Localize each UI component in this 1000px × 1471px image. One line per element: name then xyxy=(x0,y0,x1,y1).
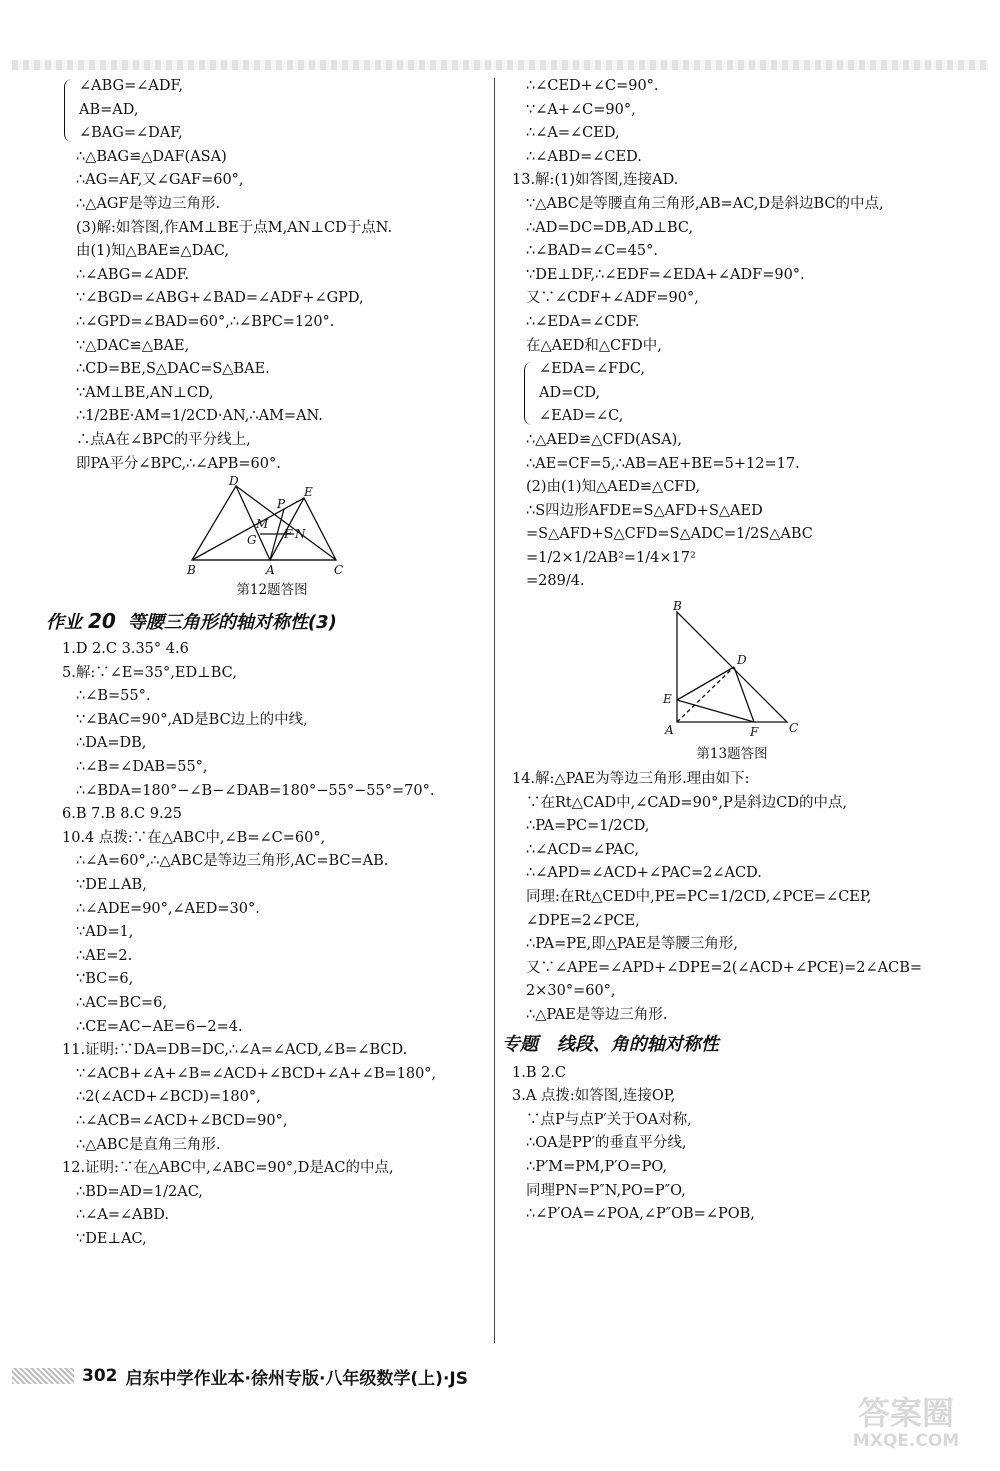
text-line: ∴∠A=∠ABD. xyxy=(76,1207,169,1224)
text-line: ∴∠B=55°. xyxy=(76,688,151,705)
text-line: ∴△AED≌△CFD(ASA), xyxy=(526,431,682,448)
condition-brace xyxy=(62,75,482,146)
fig12-label: B xyxy=(187,563,196,577)
text-line: ∴∠ABG=∠ADF. xyxy=(76,266,190,283)
text-line: ∵∠BGD=∠ABG+∠BAD=∠ADF+∠GPD, xyxy=(76,290,364,307)
fig12-label: N xyxy=(295,527,306,542)
section-title: 线段、角的轴对称性 xyxy=(556,1033,719,1055)
text-line: 在△AED和△CFD中, xyxy=(526,337,662,354)
figure-caption: 第12题答图 xyxy=(236,582,308,599)
text-line: ∴S四边形AFDE=S△AFD+S△AED xyxy=(526,502,763,519)
fig12-label: M xyxy=(256,517,269,532)
text-line: ∵AD=1, xyxy=(76,924,134,941)
text-line: 1.D 2.C 3.35° 4.6 xyxy=(62,641,189,658)
fig13-label: A xyxy=(665,723,674,738)
text-line: ∴PA=PC=1/2CD, xyxy=(526,818,650,835)
text-line: =S△AFD+S△CFD=S△ADC=1/2S△ABC xyxy=(526,526,813,543)
text-line: ∴∠APD=∠ACD+∠PAC=2∠ACD. xyxy=(526,865,762,882)
text-line: ∴∠B=∠DAB=55°, xyxy=(76,759,208,776)
text-line: ∴∠CED+∠C=90°. xyxy=(526,78,659,94)
left-column xyxy=(46,75,482,1252)
text-line: ∵AM⊥BE,AN⊥CD, xyxy=(76,384,214,401)
text-line: ∠ABG=∠ADF, xyxy=(79,78,183,94)
text-line: 由(1)知△BAE≌△DAC, xyxy=(76,243,229,260)
fig12-label: P xyxy=(277,497,286,512)
text-line: 14.解:△PAE为等边三角形.理由如下: xyxy=(512,771,750,788)
text-line: 1.B 2.C xyxy=(512,1064,567,1081)
text-line: AD=CD, xyxy=(539,384,601,401)
text-line: ∵△DAC≌△BAE, xyxy=(76,337,190,354)
section-number: 20 xyxy=(88,609,116,634)
text-line: ∴∠ABD=∠CED. xyxy=(526,148,642,165)
text-line: 又∵∠APE=∠APD+∠DPE=2(∠ACD+∠PCE)=2∠ACB= xyxy=(526,959,923,976)
section-prefix: 专题 xyxy=(502,1033,538,1055)
section-prefix: 作业 xyxy=(46,612,82,634)
text-line: ∠BAG=∠DAF, xyxy=(79,125,183,142)
text-line: ∴PA=PE,即△PAE是等腰三角形, xyxy=(526,936,738,953)
text-line: 同理:在Rt△CED中,PE=PC=1/2CD,∠PCE=∠CEP, xyxy=(526,889,872,906)
text-line: ∵DE⊥AC, xyxy=(76,1230,147,1247)
fig13-label: B xyxy=(673,600,682,614)
fig13-label: E xyxy=(663,692,672,707)
text-line: ∠DPE=2∠PCE, xyxy=(526,912,640,929)
text-line: (2)由(1)知△AED≌△CFD, xyxy=(526,479,701,496)
fig12-label: F xyxy=(284,527,293,542)
text-line: ∴AD=DC=DB,AD⊥BC, xyxy=(526,219,694,236)
text-line: ∴∠A=∠CED, xyxy=(526,125,620,142)
text-line: ∵∠BAC=90°,AD是BC边上的中线, xyxy=(76,711,308,728)
text-line: 11.证明:∵DA=DB=DC,∴∠A=∠ACD,∠B=∠BCD. xyxy=(62,1042,408,1059)
fig12-label: G xyxy=(247,533,257,548)
text-line: ∴OA是PP′的垂直平分线, xyxy=(526,1135,687,1152)
section-heading xyxy=(502,1028,952,1062)
text-line: ∵点P与点P′关于OA对称, xyxy=(526,1111,692,1128)
text-line: ∴∠P′OA=∠POA,∠P″OB=∠POB, xyxy=(526,1206,755,1223)
text-line: 12.证明:∵在△ABC中,∠ABC=90°,D是AC的中点, xyxy=(62,1160,394,1177)
page-number: 302 xyxy=(82,1366,118,1386)
book-title: 启东中学作业本·徐州专版·八年级数学(上)·JS xyxy=(125,1368,468,1389)
text-line: ∴BD=AD=1/2AC, xyxy=(76,1183,203,1200)
text-line: ∴CE=AC−AE=6−2=4. xyxy=(76,1018,243,1035)
top-scan-band xyxy=(12,60,988,70)
text-line: =1/2×1/2AB²=1/4×17² xyxy=(526,549,696,566)
footer-pattern xyxy=(12,1368,74,1384)
text-line: =289/4. xyxy=(526,573,585,590)
text-line: ∴∠ADE=90°,∠AED=30°. xyxy=(76,900,260,917)
text-line: ∴P′M=PM,P′O=PO, xyxy=(526,1158,667,1175)
text-line: ∴△AGF是等边三角形. xyxy=(76,195,221,212)
text-line: ∵∠A+∠C=90°, xyxy=(526,101,636,118)
text-line: ∵△ABC是等腰直角三角形,AB=AC,D是斜边BC的中点, xyxy=(526,195,884,212)
fig12-label: A xyxy=(266,563,275,577)
text-line: ∴DA=DB, xyxy=(76,735,147,752)
text-line: ∵∠ACB+∠A+∠B=∠ACD+∠BCD+∠A+∠B=180°, xyxy=(76,1065,437,1082)
text-line: ∴AE=CF=5,∴AB=AE+BE=5+12=17. xyxy=(526,455,800,472)
fig13-label: F xyxy=(750,725,759,740)
text-line: ∴AE=2. xyxy=(76,947,133,964)
text-line: ∴∠ACB=∠ACD+∠BCD=90°, xyxy=(76,1112,288,1129)
text-line: ∴△BAG≌△DAF(ASA) xyxy=(76,148,227,165)
text-line: (3)解:如答图,作AM⊥BE于点M,AN⊥CD于点N. xyxy=(76,219,393,236)
text-line: ∵BC=6, xyxy=(76,971,134,988)
text-line: 即PA平分∠BPC,∴∠APB=60°. xyxy=(76,455,281,472)
right-column xyxy=(502,75,952,1227)
fig12-label: E xyxy=(304,485,313,500)
text-line: ∴AG=AF,又∠GAF=60°, xyxy=(76,172,244,189)
text-line: ∴1/2BE·AM=1/2CD·AN,∴AM=AN. xyxy=(76,408,323,425)
text-line: 又∵∠CDF+∠ADF=90°, xyxy=(526,290,699,307)
text-line: 13.解:(1)如答图,连接AD. xyxy=(512,172,679,189)
watermark-line: MXQE.COM xyxy=(852,1431,960,1451)
text-line: ∴∠BAD=∠C=45°. xyxy=(526,243,658,260)
text-line: 2×30°=60°, xyxy=(526,983,616,1000)
text-line: AB=AD, xyxy=(79,101,139,118)
condition-brace xyxy=(512,358,952,429)
text-line: 同理PN=P″N,PO=P″O, xyxy=(526,1182,686,1199)
text-line: 6.B 7.B 8.C 9.25 xyxy=(62,806,183,823)
section-heading xyxy=(46,604,482,638)
text-line: ∴∠ACD=∠PAC, xyxy=(526,841,639,858)
text-line: ∴∠EDA=∠CDF. xyxy=(526,313,640,330)
text-line: ∴△PAE是等边三角形. xyxy=(526,1007,668,1023)
fig12-label: D xyxy=(229,476,239,489)
fig13-label: C xyxy=(789,721,799,736)
column-divider xyxy=(494,78,495,1343)
figure-caption: 第13题答图 xyxy=(696,746,768,763)
text-line: ∴∠GPD=∠BAD=60°,∴∠BPC=120°. xyxy=(76,313,335,330)
text-line: ∠EDA=∠FDC, xyxy=(539,361,646,378)
section-title: 等腰三角形的轴对称性(3) xyxy=(127,612,337,634)
text-line: ∴点A在∠BPC的平分线上, xyxy=(76,431,251,448)
text-line: ∴2(∠ACD+∠BCD)=180°, xyxy=(76,1089,261,1106)
text-line: ∴∠A=60°,∴△ABC是等边三角形,AC=BC=AB. xyxy=(76,853,389,870)
fig13-label: D xyxy=(737,653,747,668)
text-line: ∠EAD=∠C, xyxy=(539,408,624,425)
text-line: 5.解:∵∠E=35°,ED⊥BC, xyxy=(62,664,237,681)
watermark-line: 答案圈 xyxy=(857,1394,954,1432)
text-line: ∵在Rt△CAD中,∠CAD=90°,P是斜边CD的中点, xyxy=(526,794,848,811)
text-line: ∵DE⊥AB, xyxy=(76,877,147,894)
figure-12 xyxy=(187,476,357,576)
text-line: ∴∠BDA=180°−∠B−∠DAB=180°−55°−55°=70°. xyxy=(76,782,435,799)
fig12-label: C xyxy=(334,563,344,577)
text-line: 10.4 点拨:∵在△ABC中,∠B=∠C=60°, xyxy=(62,829,326,846)
text-line: ∴AC=BC=6, xyxy=(76,995,167,1011)
figure-13 xyxy=(657,600,807,740)
text-line: 3.A 点拨:如答图,连接OP, xyxy=(512,1088,676,1105)
page-footer xyxy=(12,1361,468,1391)
watermark xyxy=(826,1395,986,1455)
text-line: ∵DE⊥DF,∴∠EDF=∠EDA+∠ADF=90°. xyxy=(526,266,805,283)
text-line: ∴△ABC是直角三角形. xyxy=(76,1136,221,1153)
text-line: ∴CD=BE,S△DAC=S△BAE. xyxy=(76,361,270,378)
